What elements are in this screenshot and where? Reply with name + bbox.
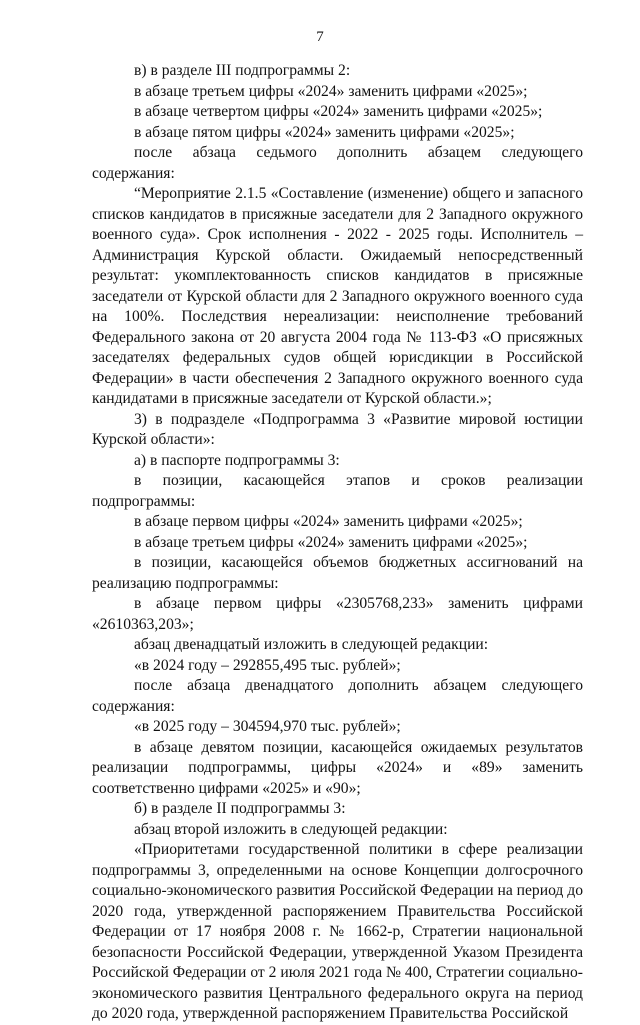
paragraph: «в 2025 году – 304594,970 тыс. рублей»; [134,718,401,735]
paragraph: а) в паспорте подпрограммы 3: [134,451,340,469]
paragraph: “Мероприятие 2.1.5 «Составление (изменение) общего и запасного списков кандидатов в присяжные заседатели для 2 Западного окружного военного суда». Срок исполнения - 2022 - 2025 годы. Исполнитель – Администрация Курской области. Ожидаемый непосредственный результат: укомплектованность списков кандидатов в присяжные заседатели от Курской области для 2 Западного окружного военного суда на 100%. Последствия нереализации: неисполнение требований Федерального закона от 20 августа 2004 года № 113-ФЗ «О присяжных заседателях федеральных судов общей юрисдикции в Российской Федерации» в части обеспечения 2 Западного окружного военного суда кандидатами в присяжные заседатели от Курской области.»; [92,185,583,407]
paragraph: в абзаце девятом позиции, касающейся ожидаемых результатов реализации подпрограммы, цифры «2024» и «89» заменить соответственно цифрами «2025» и «90»; [92,738,583,797]
paragraph: в абзаце пятом цифры «2024» заменить цифрами «2025»; [134,123,515,141]
paragraph: в абзаце третьем цифры «2024» заменить цифрами «2025»; [134,82,528,100]
paragraph: в позиции, касающейся этапов и сроков реализации подпрограммы: [92,472,583,510]
paragraph: абзац двенадцатый изложить в следующей редакции: [134,636,489,653]
paragraph: абзац второй изложить в следующей редакции: [134,820,448,838]
page-number: 7 [316,29,324,45]
paragraph: «в 2024 году – 292855,495 тыс. рублей»; [134,656,401,674]
paragraph: в абзаце четвертом цифры «2024» заменить цифрами «2025»; [134,103,543,120]
paragraph: в абзаце первом цифры «2305768,233» заменить цифрами «2610363,203»; [92,595,583,633]
paragraph: в абзаце первом цифры «2024» заменить цифрами «2025»; [134,513,523,530]
paragraph: 3) в подразделе «Подпрограмма 3 «Развитие мировой юстиции Курской области»: [92,410,583,448]
paragraph: в) в разделе III подпрограммы 2: [134,62,351,79]
document-body [92,61,583,1025]
paragraph: после абзаца двенадцатого дополнить абзацем следующего содержания: [92,677,583,715]
paragraph: б) в разделе II подпрограммы 3: [134,800,346,817]
paragraph: после абзаца седьмого дополнить абзацем следующего содержания: [92,144,583,182]
paragraph: в абзаце третьем цифры «2024» заменить цифрами «2025»; [134,533,528,551]
paragraph: в позиции, касающейся объемов бюджетных ассигнований на реализацию подпрограммы: [92,554,583,592]
paragraph: «Приоритетами государственной политики в сфере реализации подпрограммы 3, определенными на основе Концепции долгосрочного социально-экономического развития Российской Федерации на период до 2020 года, утвержденной распоряжением Правительства Российской Федерации от 17 ноября 2008 г. № 1662-р, Стратегии национальной безопасности Российской Федерации, утвержденной Указом Президента Российской Федерации от 2 июля 2021 года № 400, Стратегии социально-экономического развития Центрального федерального округа на период до 2020 года, утвержденной распоряжением Правительства Российской [92,841,583,1022]
